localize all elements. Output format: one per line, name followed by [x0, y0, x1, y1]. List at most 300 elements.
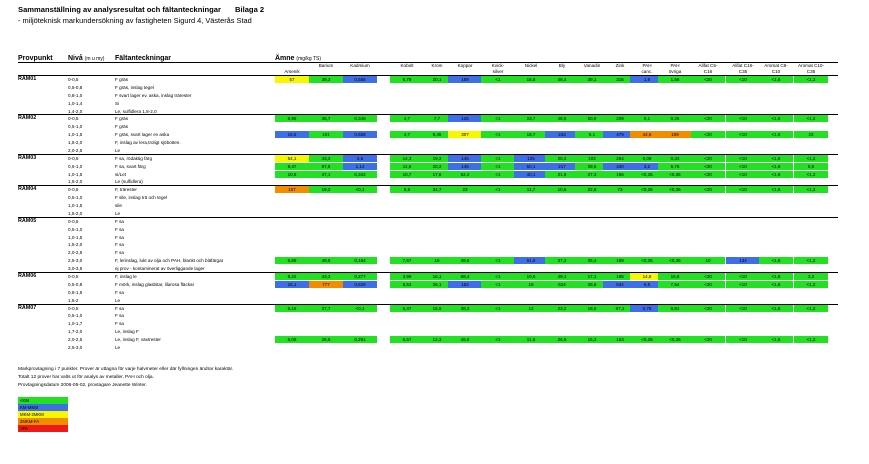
niva-cell: 2,5-3,0: [68, 344, 83, 350]
niva-cell: 3,0-3,5: [68, 266, 83, 272]
table-row: [18, 139, 838, 146]
value-cell: 19,2: [420, 155, 454, 162]
value-cell: 50,1: [514, 163, 548, 170]
value-cell: 26,9: [545, 336, 579, 343]
legend: [18, 397, 68, 432]
table-row: [18, 155, 838, 162]
value-cell: 15,5: [420, 305, 454, 312]
value-cell: 18,5: [575, 305, 609, 312]
value-cell: 25,4: [575, 257, 609, 264]
value-cell: <1,2: [794, 186, 828, 193]
column-header: Aromat C10- C35: [797, 63, 825, 74]
falt-cell: sile: [115, 203, 122, 209]
niva-cell: 1,5-2: [68, 297, 79, 303]
value-cell: 0,277: [343, 273, 377, 280]
value-cell: <0,26: [630, 171, 664, 178]
value-cell: <1: [481, 115, 515, 122]
value-cell: 2,2: [794, 273, 828, 280]
value-cell: <20: [691, 155, 725, 162]
falt-cell: Le, inslag F, växtrester: [115, 337, 161, 343]
document-title: Sammanställning av analysresultat och fältanteckningar Bilaga 2: [18, 5, 265, 14]
value-cell: 0,164: [343, 257, 377, 264]
column-header: Zink: [615, 63, 625, 68]
value-cell: 316: [603, 76, 637, 83]
value-cell: 54,1: [275, 155, 309, 162]
value-cell: 217: [545, 163, 579, 170]
value-cell: 28,5: [575, 281, 609, 288]
value-cell: 57: [275, 76, 309, 83]
value-cell: 6,79: [390, 76, 424, 83]
group-separator: [18, 272, 838, 273]
falt-cell: ej prov - kontaminerat av överliggande lager: [115, 266, 205, 272]
falt-cell: F sa: [115, 313, 124, 319]
value-cell: 189: [448, 76, 482, 83]
value-cell: 15,3: [575, 336, 609, 343]
value-cell: <1: [481, 163, 515, 170]
value-cell: 16: [420, 257, 454, 264]
value-cell: 777: [309, 281, 343, 288]
value-cell: 11,6: [514, 336, 548, 343]
value-cell: 5,5: [390, 186, 424, 193]
falt-cell: F sa: [115, 226, 124, 232]
value-cell: 11,7: [514, 186, 548, 193]
value-cell: <1,6: [759, 171, 793, 178]
value-cell: <10: [726, 171, 760, 178]
value-cell: 102: [575, 155, 609, 162]
table-row: [18, 202, 838, 209]
header-faltanteckningar: Fältanteckningar: [115, 55, 172, 62]
falt-cell: si/Let: [115, 171, 126, 177]
value-cell: <1: [481, 76, 515, 83]
bilaga-label: Bilaga 2: [235, 5, 265, 14]
value-cell: 27,3: [575, 171, 609, 178]
value-cell: 126: [448, 115, 482, 122]
falt-cell: Le: [115, 344, 121, 350]
value-cell: <10: [726, 155, 760, 162]
value-cell: 0,291: [343, 336, 377, 343]
value-cell: 125: [514, 155, 548, 162]
value-cell: <1,6: [759, 163, 793, 170]
group-separator: [18, 114, 838, 115]
value-cell: <10: [726, 115, 760, 122]
value-cell: 16,1: [275, 281, 309, 288]
falt-cell: F gräs: [115, 77, 129, 82]
value-cell: 0,26: [658, 115, 692, 122]
niva-cell: 0-0,5: [68, 274, 79, 279]
value-cell: <20: [691, 305, 725, 312]
value-cell: 50,9: [575, 115, 609, 122]
value-cell: 1,14: [343, 163, 377, 170]
value-cell: 14,3: [390, 155, 424, 162]
value-cell: 3,2: [630, 163, 664, 170]
value-cell: <20: [691, 163, 725, 170]
value-cell: 49,5: [309, 257, 343, 264]
value-cell: 12: [514, 305, 548, 312]
value-cell: 0,09: [630, 155, 664, 162]
value-cell: 101: [309, 131, 343, 138]
value-cell: 23,2: [545, 305, 579, 312]
falt-cell: F gräs, svart lager ev aska: [115, 132, 170, 138]
value-cell: 163: [603, 336, 637, 343]
value-cell: 34,7: [420, 186, 454, 193]
value-cell: 39,3: [309, 76, 343, 83]
falt-cell: F gräs: [115, 124, 129, 130]
document-subtitle: - miljöteknisk markundersökning av fastigheten Sigurd 4, Västerås Stad: [18, 16, 252, 25]
niva-cell: 0-0,6: [68, 155, 79, 161]
value-cell: <20: [691, 131, 725, 138]
value-cell: <1: [481, 257, 515, 264]
value-cell: 49,5: [448, 257, 482, 264]
niva-cell: 0,6-1,0: [68, 163, 83, 169]
niva-cell: 1,7-2,0: [68, 329, 83, 335]
falt-cell: Si: [115, 100, 120, 106]
legend-item-km-mkm: KM-MKM: [18, 404, 68, 411]
value-cell: 0,342: [343, 171, 377, 178]
value-cell: 10: [691, 257, 725, 264]
value-cell: 156: [603, 171, 637, 178]
table-row: [18, 186, 838, 193]
provpunkt-cell: RAM02: [18, 115, 37, 122]
value-cell: 43,3: [309, 273, 343, 280]
niva-cell: 1,0-1,5: [68, 171, 83, 177]
value-cell: <1,6: [759, 186, 793, 193]
table-row: [18, 115, 838, 122]
provpunkt-cell: RAM04: [18, 186, 37, 193]
value-cell: <10: [726, 281, 760, 288]
note-line: Totalt 12 prover har valts ut för analys av metaller, PAH och olja.: [18, 375, 154, 380]
value-cell: 40,1: [514, 171, 548, 178]
value-cell: <1,2: [794, 171, 828, 178]
group-separator: [18, 185, 838, 186]
group-separator: [18, 304, 838, 305]
group-separator: [18, 75, 838, 76]
table-row: [18, 76, 838, 83]
value-cell: <1,6: [759, 305, 793, 312]
group-separator: [18, 217, 838, 218]
provpunkt-cell: RAM06: [18, 273, 37, 279]
niva-cell: 0,5-0,8: [68, 84, 83, 90]
value-cell: <1,6: [759, 281, 793, 288]
niva-cell: 1,0-1,5: [68, 203, 83, 209]
value-cell: 1,56: [658, 76, 692, 83]
legend-item-mkm-2mkm: MKM-2MKM: [18, 411, 68, 418]
value-cell: 134: [726, 257, 760, 264]
column-header: Krom: [431, 63, 443, 68]
table-row: [18, 249, 838, 256]
header-niva: Nivå (m u my): [68, 55, 105, 62]
value-cell: 1,9: [630, 76, 664, 83]
value-cell: 36,7: [309, 115, 343, 122]
value-cell: 109: [658, 131, 692, 138]
value-cell: 243: [545, 131, 579, 138]
table-row: [18, 241, 838, 248]
value-cell: <10: [726, 163, 760, 170]
value-cell: 43,3: [309, 155, 343, 162]
value-cell: 18,7: [514, 131, 548, 138]
niva-cell: 1,5-2,0: [68, 179, 83, 185]
column-header: PAH canc.: [641, 63, 653, 74]
table-row: [18, 273, 838, 280]
niva-cell: 0,8-1,5: [68, 289, 83, 295]
value-cell: <1,2: [794, 336, 828, 343]
niva-cell: 1,5-2,0: [68, 242, 83, 248]
niva-cell: 1,0-1,4: [68, 100, 83, 106]
falt-cell: F sa: [115, 234, 124, 240]
column-header: Barium: [318, 63, 334, 68]
value-cell: 10,5: [275, 171, 309, 178]
value-cell: 534: [603, 281, 637, 288]
niva-cell: 2,0-2,5: [68, 147, 83, 153]
falt-cell: F mörk, inslag glasbitar, lilarosa fläckar: [115, 281, 195, 287]
table-row: [18, 123, 838, 130]
value-cell: 48,4: [545, 76, 579, 83]
value-cell: <0,26: [630, 257, 664, 264]
value-cell: <20: [691, 186, 725, 193]
niva-cell: 0,5-0,8: [68, 281, 83, 287]
value-cell: <1: [481, 186, 515, 193]
niva-cell: 1,5-2,0: [68, 210, 83, 216]
value-cell: 189: [603, 257, 637, 264]
value-cell: 46,5: [448, 336, 482, 343]
value-cell: 23,7: [514, 115, 548, 122]
value-cell: <1: [481, 155, 515, 162]
value-cell: <1,6: [759, 257, 793, 264]
table-row: [18, 100, 838, 107]
value-cell: 10,6: [545, 186, 579, 193]
value-cell: <0,36: [658, 171, 692, 178]
falt-cell: Le, inslag F: [115, 329, 139, 335]
niva-cell: 0,8-1,0: [68, 92, 83, 98]
note-line: Markprovtagning i 7 punkter. Prover är uttagna för varje halvmeter eller där fyllningen ändrar karaktär.: [18, 367, 234, 372]
value-cell: 6,09: [275, 336, 309, 343]
niva-cell: 1,0-1,7: [68, 321, 83, 327]
value-cell: <1: [481, 281, 515, 288]
value-cell: 68,4: [448, 273, 482, 280]
falt-cell: Le: [115, 147, 121, 153]
falt-cell: F, inslag le: [115, 274, 137, 279]
value-cell: 145: [448, 163, 482, 170]
value-cell: 9,22: [275, 273, 309, 280]
value-cell: 4,7: [390, 131, 424, 138]
value-cell: 624: [545, 281, 579, 288]
value-cell: 17,1: [575, 273, 609, 280]
value-cell: 0,75: [630, 305, 664, 312]
value-cell: <1: [481, 131, 515, 138]
falt-cell: F sa: [115, 242, 124, 248]
value-cell: <10: [726, 273, 760, 280]
niva-cell: 0-0,5: [68, 218, 79, 224]
niva-cell: 0,5-1,0: [68, 124, 83, 130]
value-cell: 0,33: [658, 155, 692, 162]
table-row: [18, 305, 838, 312]
value-cell: 97,1: [603, 305, 637, 312]
falt-cell: Le: [115, 297, 121, 303]
legend-item-km: <KM: [18, 397, 68, 404]
value-cell: 162: [448, 281, 482, 288]
falt-cell: F svart lager ev. aska, inslag trärester: [115, 92, 192, 98]
table-row: [18, 234, 838, 241]
header-provpunkt: Provpunkt: [18, 55, 53, 62]
value-cell: <1: [481, 171, 515, 178]
table-row: [18, 131, 838, 138]
value-cell: 479: [603, 131, 637, 138]
value-cell: <10: [726, 76, 760, 83]
value-cell: <0,1: [343, 305, 377, 312]
value-cell: 19,2: [309, 186, 343, 193]
value-cell: 49,1: [545, 273, 579, 280]
value-cell: 38,3: [448, 305, 482, 312]
value-cell: 7,54: [658, 281, 692, 288]
value-cell: <10: [726, 336, 760, 343]
table-row: [18, 328, 838, 335]
note-line: Provtagningsdatum 2006-05-02, provtagare Jeanette Winter.: [18, 383, 147, 388]
niva-cell: 2,5-3,0: [68, 258, 83, 264]
column-header: Kobolt: [400, 63, 414, 68]
value-cell: 12,3: [420, 336, 454, 343]
value-cell: <0,36: [658, 336, 692, 343]
value-cell: <1,2: [794, 281, 828, 288]
niva-cell: 1,0-1,5: [68, 132, 83, 138]
column-header: Vanadin: [583, 63, 601, 68]
value-cell: 0,346: [343, 115, 377, 122]
value-cell: 16,8: [514, 76, 548, 83]
value-cell: <20: [691, 281, 725, 288]
column-header: Koppar: [457, 63, 473, 68]
value-cell: 0,1: [630, 115, 664, 122]
value-cell: 15,8: [658, 273, 692, 280]
falt-cell: F, lerinslag, lukt av olja och PAH, blankt och bläfärgat: [115, 258, 223, 264]
falt-cell: F sa, rödaktig färg: [115, 155, 153, 161]
value-cell: 47,1: [309, 171, 343, 178]
value-cell: 9,47: [275, 163, 309, 170]
value-cell: 5,53: [390, 281, 424, 288]
value-cell: 0,556: [343, 76, 377, 83]
column-header: PAH övriga: [668, 63, 682, 74]
niva-cell: 0,5-1,0: [68, 226, 83, 232]
falt-cell: F sa: [115, 250, 124, 256]
niva-cell: 0-0,5: [68, 77, 79, 82]
value-cell: <0,26: [630, 186, 664, 193]
value-cell: 10,6: [514, 273, 548, 280]
value-cell: 97,5: [309, 163, 343, 170]
value-cell: 28,5: [575, 163, 609, 170]
niva-cell: 0-0,5: [68, 187, 79, 193]
value-cell: <1,6: [759, 76, 793, 83]
value-cell: 0,629: [343, 281, 377, 288]
legend-item-fa: >FA: [18, 425, 68, 432]
provpunkt-cell: RAM03: [18, 154, 37, 161]
table-row: [18, 226, 838, 233]
value-cell: 6,57: [390, 336, 424, 343]
value-cell: 0,81: [658, 305, 692, 312]
falt-cell: F sa: [115, 321, 124, 327]
value-cell: <20: [691, 76, 725, 83]
niva-cell: 0,5-1,0: [68, 195, 83, 201]
value-cell: 26,1: [420, 281, 454, 288]
falt-cell: F sa: [115, 305, 124, 311]
column-header: Arsenik: [284, 69, 300, 74]
value-cell: 3,99: [390, 273, 424, 280]
value-cell: 28,5: [309, 336, 343, 343]
value-cell: 14,6: [630, 273, 664, 280]
value-cell: 52,2: [448, 171, 482, 178]
table-row: [18, 257, 838, 264]
falt-cell: F sile, inslag trä och tegel: [115, 195, 168, 201]
value-cell: 307: [448, 131, 482, 138]
falt-cell: F sa: [115, 289, 124, 295]
table-row: [18, 84, 838, 91]
value-cell: 20,1: [420, 76, 454, 83]
niva-cell: 2,0-2,5: [68, 337, 83, 343]
value-cell: 37,7: [309, 305, 343, 312]
table-row: [18, 336, 838, 343]
value-cell: <20: [691, 171, 725, 178]
value-cell: 0,5: [343, 155, 377, 162]
value-cell: 209: [603, 115, 637, 122]
value-cell: 264: [603, 155, 637, 162]
value-cell: 6,89: [275, 257, 309, 264]
falt-cell: Le: [115, 210, 121, 216]
value-cell: <20: [691, 115, 725, 122]
column-header: Aromat C8- C10: [764, 63, 788, 74]
table-row: [18, 320, 838, 327]
value-cell: <10: [726, 131, 760, 138]
niva-cell: 0-0,5: [68, 116, 79, 122]
falt-cell: Le (sulfidlera): [115, 179, 143, 185]
value-cell: 5,1: [575, 131, 609, 138]
value-cell: 5,76: [658, 163, 692, 170]
value-cell: <1: [481, 273, 515, 280]
value-cell: 6,96: [275, 115, 309, 122]
column-header: Alifat C16- C35: [732, 63, 754, 74]
value-cell: 6,5: [630, 281, 664, 288]
value-cell: <20: [691, 336, 725, 343]
niva-cell: 1,4-2,0: [68, 108, 83, 114]
provpunkt-cell: RAM05: [18, 217, 37, 224]
value-cell: 157: [275, 186, 309, 193]
value-cell: 61,5: [514, 257, 548, 264]
value-cell: 0,658: [343, 131, 377, 138]
column-header: Nickel: [524, 63, 538, 68]
table-row: [18, 171, 838, 178]
value-cell: 16,6: [275, 131, 309, 138]
value-cell: 48,5: [545, 115, 579, 122]
value-cell: 39,1: [575, 76, 609, 83]
value-cell: 7,67: [390, 257, 424, 264]
falt-cell: F, trärester: [115, 187, 137, 193]
value-cell: 165: [603, 273, 637, 280]
value-cell: 6,16: [275, 305, 309, 312]
falt-cell: F sa: [115, 218, 124, 224]
value-cell: <10: [726, 186, 760, 193]
value-cell: 20,3: [545, 155, 579, 162]
value-cell: 17,6: [420, 171, 454, 178]
column-header: Kvick- silver: [491, 63, 505, 74]
value-cell: 15: [514, 281, 548, 288]
niva-cell: 0,5-1,0: [68, 313, 83, 319]
table-row: [18, 289, 838, 296]
value-cell: <0,1: [343, 186, 377, 193]
table-row: [18, 312, 838, 319]
column-header: Alifat C5- C16: [698, 63, 718, 74]
value-cell: <0,26: [630, 336, 664, 343]
value-cell: 16,1: [420, 273, 454, 280]
provpunkt-cell: RAM01: [18, 76, 37, 82]
value-cell: <1,6: [759, 273, 793, 280]
value-cell: 4,7: [390, 115, 424, 122]
value-cell: <1,2: [794, 115, 828, 122]
value-cell: <1,6: [759, 131, 793, 138]
